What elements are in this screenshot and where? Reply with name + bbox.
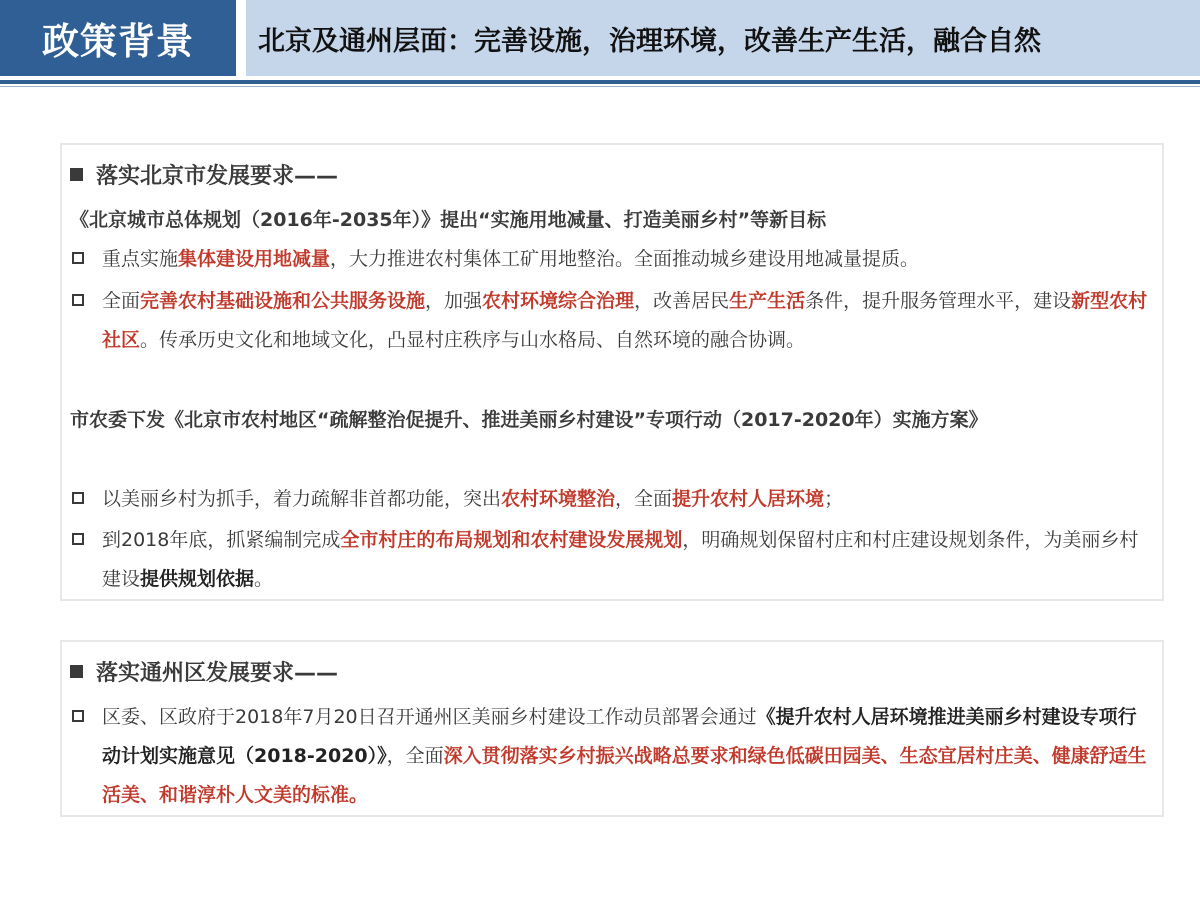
highlight-text: 完善农村基础设施和公共服务设施 — [140, 290, 426, 312]
highlight-text: 农村环境整治 — [501, 488, 616, 510]
bullet-item — [70, 480, 1154, 519]
highlight-text: 深入贯彻落实乡村振兴战略总要求和绿色低碳田园美、生态宜居村庄美、健康舒适生活美、和谐淳朴人文美的标准。 — [102, 745, 1147, 806]
tongzhou-requirements-panel — [60, 640, 1164, 817]
section-heading-beijing — [70, 159, 338, 190]
header-divider-thin — [0, 86, 1200, 87]
bullet-text: 全面完善农村基础设施和公共服务设施，加强农村环境综合治理，改善居民生产生活条件，提升服务管理水平，建设新型农村社区。传承历史文化和地域文化，凸显村庄秩序与山水格局、自然环境的融合协调。 — [102, 290, 1148, 351]
highlight-text: 集体建设用地减量 — [178, 248, 331, 270]
section-heading-text: 落实通州区发展要求—— — [96, 661, 339, 686]
square-bullet-icon — [70, 665, 83, 678]
checkbox-bullet-icon — [72, 492, 84, 504]
highlight-text: 提升农村人居环境 — [672, 488, 825, 510]
checkbox-bullet-icon — [72, 252, 84, 264]
bullet-item — [70, 240, 1154, 279]
header-bar — [0, 0, 1200, 76]
section-tag: 政策背景 — [0, 0, 236, 76]
highlight-text: 农村环境综合治理 — [482, 290, 635, 312]
highlight-text: 新型农村社区 — [102, 290, 1148, 351]
highlight-text: 全市村庄的布局规划和农村建设发展规划 — [340, 529, 683, 551]
highlight-text: 生产生活 — [729, 290, 806, 312]
title-banner — [246, 0, 1200, 76]
page-title: 北京及通州层面：完善设施，治理环境，改善生产生活，融合自然 — [258, 25, 1041, 57]
section-heading-text: 落实北京市发展要求—— — [96, 164, 339, 189]
bullet-item — [70, 521, 1154, 599]
square-bullet-icon — [70, 168, 83, 181]
beijing-requirements-panel — [60, 143, 1164, 601]
bullet-text: 到2018年底，抓紧编制完成全市村庄的布局规划和农村建设发展规划，明确规划保留村庄和村庄建设规划条件，为美丽乡村建设提供规划依据。 — [102, 529, 1139, 590]
emphasis-text: 《提升农村人居环境推进美丽乡村建设专项行动计划实施意见（2018-2020）》 — [102, 706, 1137, 767]
bullet-text: 重点实施集体建设用地减量，大力推进农村集体工矿用地整治。全面推动城乡建设用地减量提质。 — [102, 248, 920, 270]
bullet-item — [70, 282, 1154, 360]
checkbox-bullet-icon — [72, 533, 84, 545]
section-heading-tongzhou — [70, 656, 338, 687]
checkbox-bullet-icon — [72, 294, 84, 306]
bullet-text: 以美丽乡村为抓手，着力疏解非首都功能，突出农村环境整治，全面提升农村人居环境； — [102, 488, 844, 510]
header-divider — [0, 80, 1200, 84]
policy-subheading-action-plan: 市农委下发《北京市农村地区“疏解整治促提升、推进美丽乡村建设”专项行动（2017-2020年）实施方案》 — [70, 409, 988, 431]
emphasis-text: 提供规划依据 — [140, 568, 255, 590]
bullet-item — [70, 698, 1154, 815]
policy-subheading-master-plan: 《北京城市总体规划（2016年-2035年）》提出“实施用地减量、打造美丽乡村”等新目标 — [70, 209, 827, 231]
bullet-text: 区委、区政府于2018年7月20日召开通州区美丽乡村建设工作动员部署会通过《提升农村人居环境推进美丽乡村建设专项行动计划实施意见（2018-2020）》，全面深入贯彻落实乡村振兴战略总要求和绿色低碳田园美、生态宜居村庄美、健康舒适生活美、和谐淳朴人文美的标准。 — [102, 706, 1147, 806]
checkbox-bullet-icon — [72, 710, 84, 722]
